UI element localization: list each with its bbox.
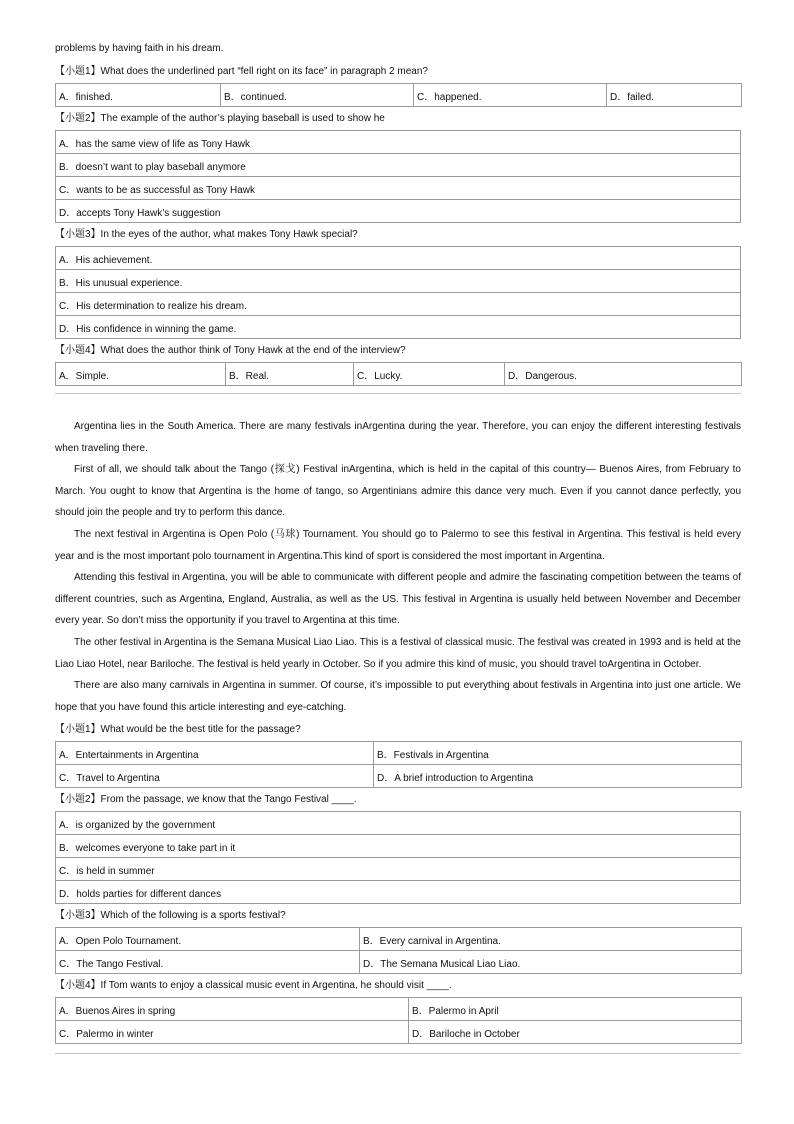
p2-q4-options [55,997,742,1044]
p2-q4-option-b[interactable]: B．Palermo in April [409,998,742,1021]
p1-q1-stem: 【小题1】What does the underlined part “fell right on its face” in paragraph 2 mean? [55,66,428,77]
passage2-paragraph-4: Attending this festival in Argentina, you will be able to communicate with different people and admire the fascinating competition between the teams of different countries, such as Argentina, England, Australia, as well as the US. This festival in Argentina is usually held between November and December every year. So don’t miss the opportunity if you travel to Argentina at this time. [55,572,741,627]
p2-q2-option-d[interactable]: D．holds parties for different dances [56,881,741,904]
p2-q3-options [55,927,742,974]
section-divider [55,393,741,394]
p1-q1-option-a[interactable]: A．finished. [56,84,221,107]
p2-q2-stem: 【小题2】From the passage, we know that the Tango Festival ____. [55,794,357,806]
p1-q4-option-c[interactable]: C．Lucky. [354,363,505,386]
p1-q1-option-d[interactable]: D．failed. [607,84,742,107]
passage2-paragraph-3: The next festival in Argentina is Open Polo (马球) Tournament. You should go to Palermo to see this festival in Argentina. This festival is held every year and is the most important polo tournament in Argentina.This kind of sport is considered the most important in Argentina. [55,528,741,562]
p1-q2-option-b[interactable]: B．doesn’t want to play baseball anymore [56,154,741,177]
p1-q4-options [55,362,742,386]
p1-q2-option-c[interactable]: C．wants to be as successful as Tony Hawk [56,177,741,200]
p1-q3-stem: 【小题3】In the eyes of the author, what makes Tony Hawk special? [55,229,358,240]
p2-q1-options [55,741,742,788]
p1-q3-options [55,246,741,339]
p2-q1-option-c[interactable]: C．Travel to Argentina [56,765,374,788]
passage2-paragraph-5: The other festival in Argentina is the Semana Musical Liao Liao. This is a festival of classical music. The festival was created in 1993 and is held at the Liao Liao Hotel, near Bariloche. The festival is held yearly in October. So if you admire this kind of music, you should travel toArgentina in October. [55,636,741,670]
p2-q4-stem: 【小题4】If Tom wants to enjoy a classical music event in Argentina, he should visit ____. [55,980,452,992]
p2-q2-option-a[interactable]: A．is organized by the government [56,812,741,835]
p2-q2-option-b[interactable]: B．welcomes everyone to take part in it [56,835,741,858]
p2-q1-stem: 【小题1】What would be the best title for the passage? [55,724,301,736]
passage2-body [55,416,741,718]
p2-q4-option-c[interactable]: C．Palermo in winter [56,1021,409,1044]
p2-q3-option-d[interactable]: D．The Semana Musical Liao Liao. [360,951,742,974]
p1-q4-option-d[interactable]: D．Dangerous. [505,363,742,386]
p1-q1-option-c[interactable]: C．happened. [414,84,607,107]
p1-q1-options [55,83,742,107]
p2-q4-option-d[interactable]: D．Bariloche in October [409,1021,742,1044]
p2-q4-option-a[interactable]: A．Buenos Aires in spring [56,998,409,1021]
p1-q2-options [55,130,741,223]
p1-q3-option-b[interactable]: B．His unusual experience. [56,270,741,293]
p2-q1-option-d[interactable]: D．A brief introduction to Argentina [374,765,742,788]
p1-q2-option-a[interactable]: A．has the same view of life as Tony Hawk [56,131,741,154]
bottom-divider [55,1053,741,1054]
p2-q3-option-b[interactable]: B．Every carnival in Argentina. [360,928,742,951]
p2-q1-option-a[interactable]: A．Entertainments in Argentina [56,742,374,765]
document-page [55,38,741,1054]
p2-q3-option-a[interactable]: A．Open Polo Tournament. [56,928,360,951]
p2-q2-options [55,811,741,904]
passage2-paragraph-1: Argentina lies in the South America. There are many festivals inArgentina during the year. Therefore, you can enjoy the different interesting festivals when traveling there. [55,421,741,454]
passage2-paragraph-6: There are also many carnivals in Argentina in summer. Of course, it’s impossible to put everything about festivals in Argentina into just one article. We hope that you have found this article interesting and eye-catching. [55,680,741,713]
p1-q2-option-d[interactable]: D．accepts Tony Hawk’s suggestion [56,200,741,223]
passage1-tail: problems by having faith in his dream. [55,43,224,54]
p1-q3-option-a[interactable]: A．His achievement. [56,247,741,270]
p1-q3-option-d[interactable]: D．His confidence in winning the game. [56,316,741,339]
p2-q1-option-b[interactable]: B．Festivals in Argentina [374,742,742,765]
p1-q4-option-b[interactable]: B．Real. [226,363,354,386]
p1-q4-stem: 【小题4】What does the author think of Tony Hawk at the end of the interview? [55,345,406,356]
p1-q1-option-b[interactable]: B．continued. [221,84,414,107]
p1-q3-option-c[interactable]: C．His determination to realize his dream. [56,293,741,316]
p2-q3-option-c[interactable]: C．The Tango Festival. [56,951,360,974]
p2-q3-stem: 【小题3】Which of the following is a sports festival? [55,910,286,922]
p2-q2-option-c[interactable]: C．is held in summer [56,858,741,881]
p1-q2-stem: 【小题2】The example of the author’s playing baseball is used to show he [55,113,385,124]
passage2-paragraph-2: First of all, we should talk about the Tango (探戈) Festival inArgentina, which is held in the capital of this country— Buenos Aires, from February to March. You ought to know that Argentina is the home of tango, so Argentinians admire this dance very much. Even if you cannot dance perfectly, you should join the people and try to perform this dance. [55,464,741,519]
p1-q4-option-a[interactable]: A．Simple. [56,363,226,386]
